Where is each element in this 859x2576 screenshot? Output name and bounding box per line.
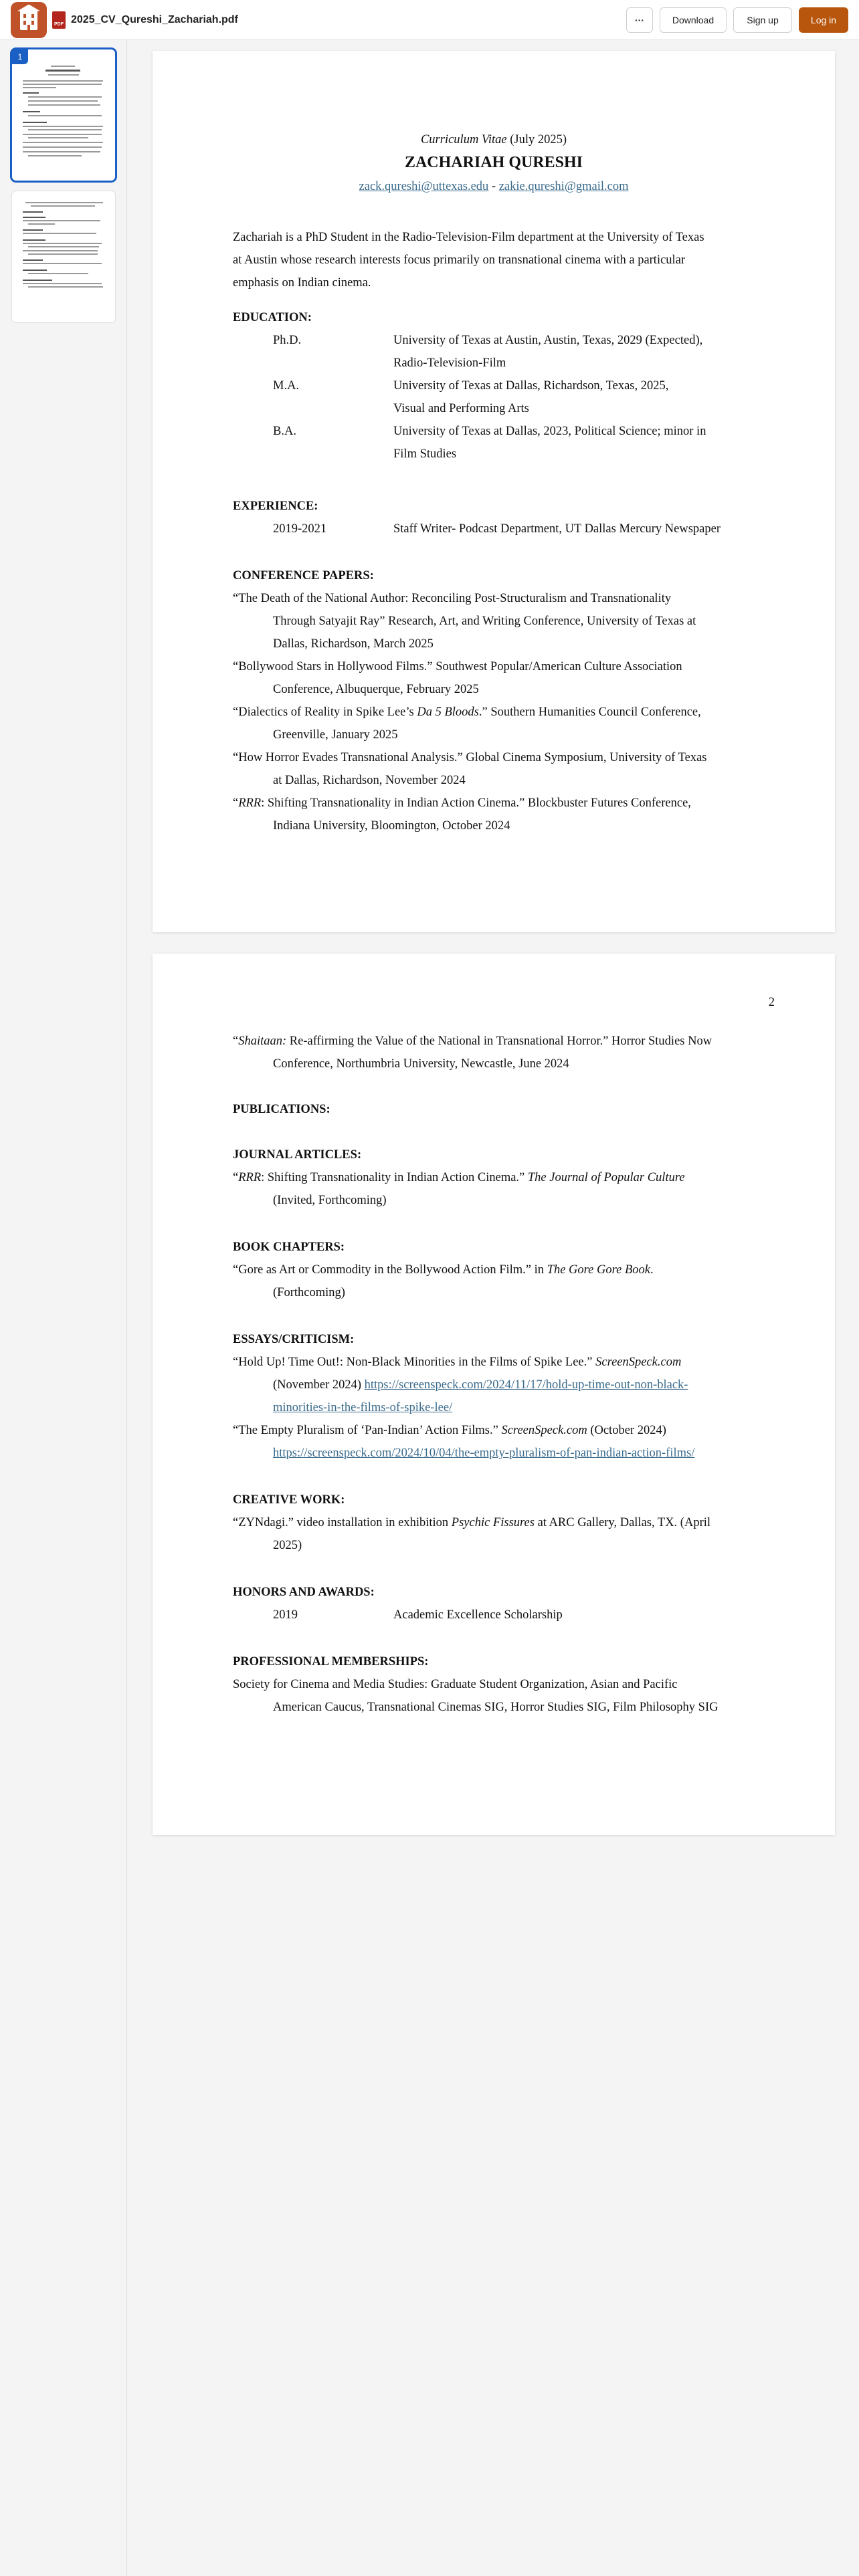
conference-papers-heading: CONFERENCE PAPERS: (233, 569, 374, 582)
education-list: Ph.D. University of Texas at Austin, Austin, Texas, 2029 (Expected), Radio-Television-Film M.A. University of Texas at Dallas, Richardson, Texas, 2025, Visual and Performing Arts B.A. University of Texas at Dallas, 2023, Political Science; minor in Film Studies (273, 334, 706, 461)
email-link-secondary[interactable]: zakie.qureshi@gmail.com (498, 180, 629, 193)
essay-link-2[interactable]: https://screenspeck.com/2024/10/04/the-empty-pluralism-of-pan-indian-action-films/ (273, 1446, 695, 1460)
app-logo-icon[interactable] (11, 2, 47, 38)
conference-papers-list: “The Death of the National Author: Reconciling Post-Structuralism and Transnationality Through Satyajit Ray” Research, Art, and Writing Conference, University of Texas at Dallas, Richardson, March 2025 “Bollywood Stars in Hollywood Films.” Southwest Popular/American Culture Association Conference, Albuquerque, February 2025 “Dialectics of Reality in Spike Lee’s Da 5 Bloods.” Southern Humanities Council Conference, Greenville, January 2025 “How Horror Evades Transnational Analysis.” Global Cinema Symposium, University of Texas at Dallas, Richardson, November 2024 “RRR: Shifting Transnationality in Indian Action Cinema.” Blockbuster Futures Conference, Indiana University, Bloomington, October 2024 (233, 592, 707, 833)
journal-articles-list: “RRR: Shifting Transnationality in Indian Action Cinema.” The Journal of Popular Culture (Invited, Forthcoming) (233, 1171, 685, 1207)
cv-title: Curriculum Vitae (July 2025) (420, 133, 567, 146)
essay-link-1-cont[interactable]: minorities-in-the-films-of-spike-lee/ (273, 1401, 453, 1414)
page-thumbnail-1[interactable] (12, 49, 115, 181)
cv-name: ZACHARIAH QURESHI (404, 154, 583, 171)
page-thumbnail-2[interactable] (12, 191, 115, 322)
experience-heading: EXPERIENCE: (233, 500, 318, 513)
more-options-button[interactable]: ··· (626, 7, 653, 33)
education-heading: EDUCATION: (233, 311, 312, 324)
top-toolbar (0, 0, 859, 40)
journal-articles-heading: JOURNAL ARTICLES: (233, 1148, 362, 1162)
essays-heading: ESSAYS/CRITICISM: (233, 1333, 355, 1346)
email-link-primary[interactable]: zack.qureshi@uttexas.edu (359, 180, 489, 193)
intro-paragraph: Zachariah is a PhD Student in the Radio-Television-Film department at the University of Texas at Austin whose research interests focus primarily on transnational cinema with a particular emphasis on Indian cinema. (233, 231, 704, 290)
document-filename: 2025_CV_Qureshi_Zachariah.pdf (71, 13, 238, 25)
document-page-2 (153, 954, 835, 1835)
page-number: 2 (768, 996, 775, 1009)
contact-emails: zack.qureshi@uttexas.edu - zakie.qureshi@gmail.com (359, 180, 629, 193)
memberships-list: Society for Cinema and Media Studies: Graduate Student Organization, Asian and Pacific American Caucus, Transnational Cinemas SIG, Horror Studies SIG, Film Philosophy SIG (233, 1678, 719, 1714)
book-chapters-heading: BOOK CHAPTERS: (233, 1241, 345, 1254)
memberships-heading: PROFESSIONAL MEMBERSHIPS: (233, 1655, 429, 1669)
book-chapters-list: “Gore as Art or Commodity in the Bollywood Action Film.” in The Gore Gore Book. (Forthcoming) (233, 1263, 654, 1299)
creative-work-heading: CREATIVE WORK: (233, 1493, 345, 1507)
download-button[interactable]: Download (660, 7, 727, 33)
login-button[interactable]: Log in (799, 7, 848, 33)
essay-link-1[interactable]: https://screenspeck.com/2024/11/17/hold-up-time-out-non-black- (364, 1378, 688, 1392)
signup-button[interactable]: Sign up (733, 7, 792, 33)
experience-list: 2019-2021 Staff Writer- Podcast Department, UT Dallas Mercury Newspaper (273, 522, 721, 536)
page-thumbnail-sidebar (0, 40, 127, 2576)
creative-work-list: “ZYNdagi.” video installation in exhibition Psychic Fissures at ARC Gallery, Dallas, TX. (April 2025) (233, 1516, 711, 1552)
conference-papers-continued: “Shaitaan: Re-affirming the Value of the National in Transnational Horror.” Horror Studies Now Conference, Northumbria University, Newcastle, June 2024 (233, 1035, 712, 1071)
honors-list: 2019 Academic Excellence Scholarship (273, 1608, 563, 1622)
publications-heading: PUBLICATIONS: (233, 1103, 330, 1116)
pdf-file-icon: PDF (52, 11, 66, 29)
honors-heading: HONORS AND AWARDS: (233, 1586, 375, 1599)
essays-list: “Hold Up! Time Out!: Non-Black Minorities in the Films of Spike Lee.” ScreenSpeck.com (November 2024) https://screenspeck.com/2024/11/17/hold-up-time-out-non-black- minorities-in-the-films-of-spike-lee/ “The Empty Pluralism of ‘Pan-Indian’ Action Films.” ScreenSpeck.com (October 2024) https://screenspeck.com/2024/10/04/the-empty-pluralism-of-pan-indian-action-films/ (233, 1356, 695, 1460)
thumbnail-page-number: 1 (12, 49, 28, 64)
document-page-1 (153, 51, 835, 932)
